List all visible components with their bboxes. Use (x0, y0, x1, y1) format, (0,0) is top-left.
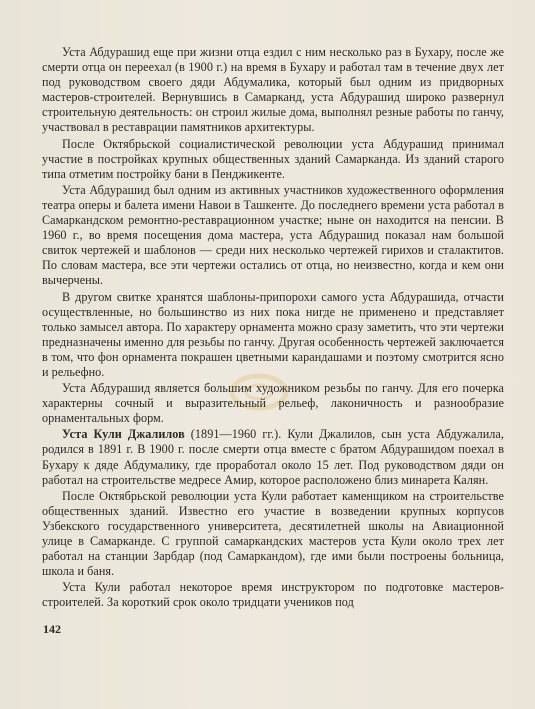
paragraph: Уста Абдурашид был одним из активных участников художественного оформления театра оперы и балета имени Навои в Ташкенте. До последнего времени уста работал в Самаркандском ремонтно-реставрационном участке; ныне он находится на пенсии. В 1960 г., во время посещения дома мастера, уста Абдурашид показал нам большой свиток чертежей и шаблонов — среди них несколько чертежей гирихов и сталактитов. По словам мастера, все эти чертежи остались от отца, но неизвестно, когда и кем они вычерчены. (42, 182, 504, 288)
paragraph: После Октябрьской социалистической революции уста Абдурашид принимал участие в постройках крупных общественных зданий Самарканда. Из зданий старого типа отметим постройку бани в Пенджикенте. (42, 136, 504, 181)
paragraph: Уста Абдурашид является большим художником резьбы по ганчу. Для его почерка характерны сочный и выразительный рельеф, лаконичность и разнообразие орнаментальных форм. (42, 381, 504, 426)
paragraph: Уста Абдурашид еще при жизни отца ездил с ним несколько раз в Бухару, после же смерти отца он переехал (в 1900 г.) на время в Бухару и работал там в течение двух лет под руководством своего дяди Абдумалика, который был одним из придворных мастеров-строителей. Вернувшись в Самарканд, уста Абдурашид широко развернул строительную деятельность: он строил жилые дома, выполнял резные работы по ганчу, участвовал в реставрации памятников архитектуры. (42, 45, 504, 135)
paragraph-kuli-biography (42, 427, 504, 487)
section-heading-kuli: Уста Кули Джалилов (62, 427, 185, 442)
paragraph: Уста Кули работал некоторое время инструктором по подготовке мастеров-строителей. За короткий срок около тридцати учеников под (42, 580, 504, 610)
page-number: 142 (43, 622, 61, 636)
paragraph-text: (1891—1960 гг.). Кули Джалилов, сын уста Абдужалила, родился в 1891 г. В 1900 г. после смерти отца вместе с братом Абдурашидом поехал в Бухару к дяде Абдумалику, где проработал около 15 лет. Под руководством дяди он работал на строительстве медресе Амир, которое расположено близ минарета Калян. (42, 427, 504, 487)
paragraph: После Октябрьской революции уста Кули работает каменщиком на строительстве общественных зданий. Известно его участие в возведении крупных корпусов Узбекского государственного университета, десятилетней школы на Авиационной улице в Самарканде. С группой самаркандских мастеров уста Кули около трех лет работал на станции Зарбдар (под Самаркандом), где ими были построены больница, школа и баня. (42, 488, 504, 579)
body-text (42, 45, 504, 610)
paragraph: В другом свитке хранятся шаблоны-припорохи самого уста Абдурашида, отчасти осуществленные, но большинство из них пока нигде не применено и представляет только замысел автора. По характеру орнамента можно сразу заметить, что эти чертежи предназначены именно для резьбы по ганчу. Другая особенность чертежей заключается в том, что фон орнамента покрашен цветными карандашами и поэтому смотрится ясно и рельефно. (42, 289, 504, 379)
